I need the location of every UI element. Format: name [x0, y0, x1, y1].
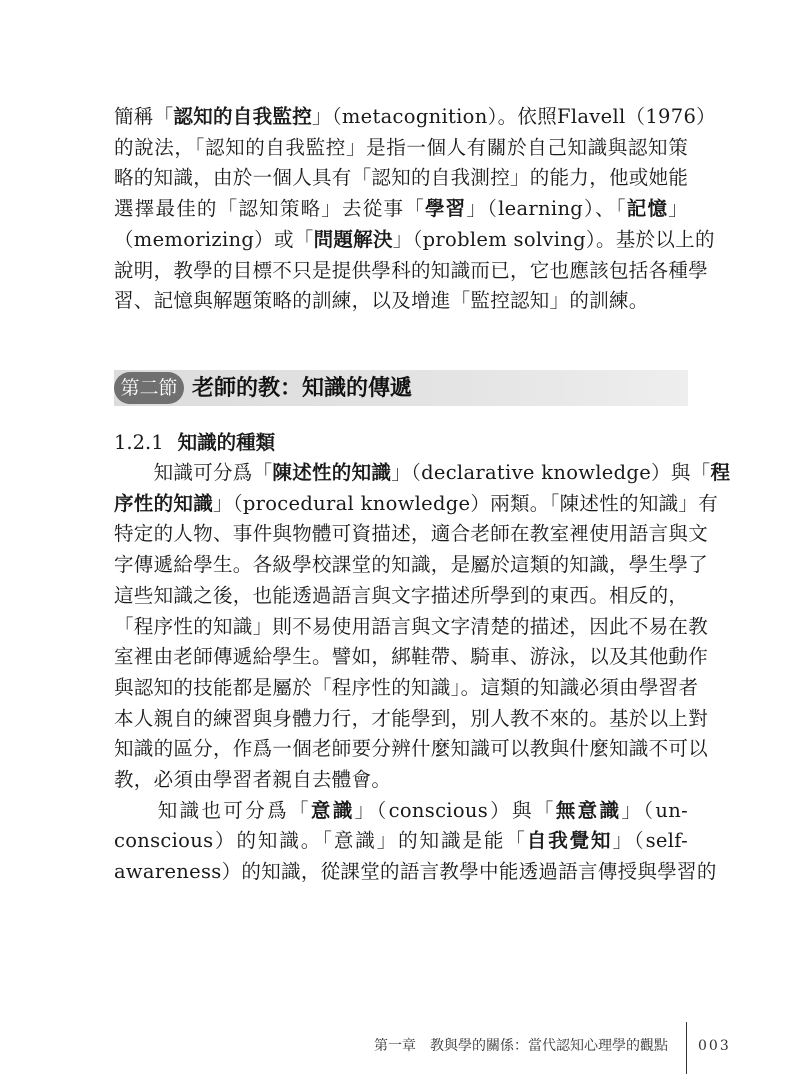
- text-line: [114, 163, 688, 193]
- emphasized-term: 認知的自我監控: [173, 105, 313, 128]
- text-line: [114, 550, 709, 580]
- text-run: 」（learning）、「: [466, 197, 627, 221]
- section-title: 老師的教：知識的傳遞: [192, 375, 413, 401]
- text-line: [114, 642, 709, 672]
- text-line: [114, 286, 688, 316]
- text-line: [114, 704, 709, 734]
- running-footer-chapter: 第一章 教與學的關係：當代認知心理學的觀點: [374, 1038, 668, 1054]
- text-line: [114, 734, 709, 764]
- text-run: 教，必須由學習者親自去體會。: [114, 768, 392, 791]
- text-run: 選擇最佳的「認知策略」去從事「: [114, 197, 425, 221]
- text-run: 習、記憶與解題策略的訓練，以及增進「監控認知」的訓練。: [114, 289, 649, 313]
- text-run: 說明，教學的目標不只是提供學科的知識而已，它也應該包括各種學: [114, 258, 709, 282]
- text-run: 本人親自的練習與身體力行，才能學到，別人教不來的。基於以上對: [114, 706, 709, 730]
- emphasized-term: 自我覺知: [526, 829, 613, 853]
- text-run: 的說法，「認知的自我監控」是指一個人有關於自己知識與認知策: [114, 135, 688, 159]
- text-run: 」（conscious）與「: [354, 798, 556, 822]
- text-run: 」（metacognition）。依照Flavell（1976）: [312, 105, 716, 128]
- text-run: 這些知識之後，也能透過語言與文字描述所學到的東西。相反的，: [114, 583, 689, 607]
- text-line: [114, 765, 688, 795]
- emphasized-term: 序性的知識: [114, 491, 214, 515]
- footer-divider: [686, 1022, 687, 1074]
- emphasized-term: 意識: [310, 798, 355, 822]
- text-run: 特定的人物、事件與物體可資描述，適合老師在教室裡使用語言與文: [114, 522, 709, 546]
- page-number: 003: [698, 1038, 731, 1054]
- text-line: [114, 102, 716, 132]
- section-number-badge: 第二節: [114, 372, 184, 404]
- text-line: [114, 612, 709, 642]
- emphasized-term: 問題解決: [313, 227, 393, 251]
- text-line: [114, 225, 715, 255]
- text-run: 」: [668, 197, 688, 221]
- text-line: [114, 581, 688, 611]
- emphasized-term: 陳述性的知識: [272, 461, 392, 484]
- text-run: 」（problem solving）。基於以上的: [392, 227, 715, 251]
- subsection-title: 知識的種類: [177, 431, 276, 454]
- emphasized-term: 程: [710, 461, 731, 484]
- text-run: （memorizing）或「: [114, 227, 314, 251]
- text-line: [114, 133, 688, 163]
- text-run: 」（un-: [621, 798, 689, 822]
- text-run: conscious）的知識。「意識」的知識是能「: [114, 829, 527, 853]
- text-line: [114, 194, 688, 224]
- text-line: [114, 857, 717, 887]
- text-run: 與認知的技能都是屬於「程序性的知識」。這類的知識必須由學習者: [114, 675, 699, 699]
- text-run: awareness）的知識，從課堂的語言教學中能透過語言傳授與學習的: [114, 860, 717, 884]
- text-run: 室裡由老師傳遞給學生。譬如，綁鞋帶、騎車、游泳，以及其他動作: [114, 645, 709, 669]
- text-line: [114, 519, 709, 549]
- text-run: 知識也可分爲「: [114, 798, 311, 822]
- text-line: [114, 256, 709, 286]
- text-line: [114, 826, 688, 856]
- subsection-number: 1.2.1: [114, 431, 164, 454]
- text-line: [114, 489, 719, 519]
- text-run: 簡稱「: [114, 105, 174, 128]
- text-run: 」（procedural knowledge）兩類。「陳述性的知識」有: [213, 491, 719, 515]
- text-line: [114, 673, 699, 703]
- text-run: 」（self-: [612, 829, 689, 853]
- emphasized-term: 無意識: [555, 798, 622, 822]
- text-run: 」（declarative knowledge）與「: [391, 461, 711, 484]
- text-run: 字傳遞給學生。各級學校課堂的知識，是屬於這類的知識，學生學了: [114, 553, 709, 577]
- section-heading: [114, 370, 688, 406]
- emphasized-term: 學習: [424, 197, 467, 221]
- text-run: 知識的區分，作爲一個老師要分辨什麼知識可以教與什麼知識不可以: [114, 737, 709, 761]
- text-line: [114, 796, 688, 826]
- text-run: 略的知識，由於一個人具有「認知的自我測控」的能力，他或她能: [114, 166, 689, 190]
- text-line: [114, 458, 731, 488]
- text-run: 知識可分爲「: [114, 461, 273, 484]
- subsection-heading: [114, 428, 275, 458]
- text-run: 「程序性的知識」則不易使用語言與文字清楚的描述，因此不易在教: [114, 614, 709, 638]
- emphasized-term: 記憶: [626, 197, 669, 221]
